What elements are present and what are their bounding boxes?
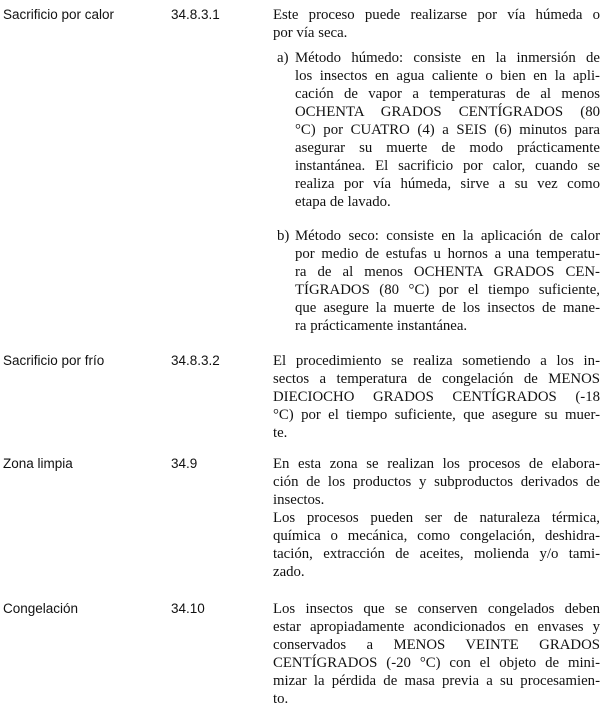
item-line: asegurar su muerte de modo prácticamente [295,140,600,156]
item-line: Método húmedo: consiste en la inmersión de [295,50,600,66]
entry-number: 34.8.3.2 [171,353,220,368]
item-line: realiza por vía húmeda, sirve a su vez como [295,176,600,192]
list-item-label: b) [277,228,290,244]
desc-line: mizar la pérdida de masa previa a su procesamien- [273,673,600,689]
desc-line: sectos a temperatura de congelación de MENOS [273,371,600,387]
desc-line: Este proceso puede realizarse por vía húmeda o [273,7,600,23]
desc-line: °C) por el tiempo suficiente, que asegure su muer- [273,407,600,423]
desc-line: to. [273,691,289,707]
entry-term: Sacrificio por frío [3,353,105,368]
entry-description [273,352,600,442]
entry-term: Congelación [3,601,79,616]
item-line: OCHENTA GRADOS CENTÍGRADOS (80 [295,104,600,120]
desc-line: insectos. [273,492,325,508]
desc-line: por vía seca. [273,25,348,41]
item-line: Método seco: consiste en la aplicación de calor [295,228,600,244]
entry-number: 34.9 [171,456,198,471]
desc-line: te. [273,425,288,441]
desc-line: tación, extracción de aceites, molienda y/o tami- [273,546,600,562]
desc-line: química o mecánica, como congelación, deshidra- [273,528,600,544]
desc-line: Los procesos pueden ser de naturaleza térmica, [273,510,600,526]
item-line: ra prácticamente instantánea. [295,318,468,334]
item-line: etapa de lavado. [295,194,391,210]
desc-line: ción de los productos y subproductos derivados de [273,474,600,490]
entry-description [273,6,600,42]
entry-description [273,455,600,581]
entry-term: Sacrificio por calor [3,7,115,22]
item-line: cación de vapor a temperaturas de al menos [295,86,600,102]
desc-line: DIECIOCHO GRADOS CENTÍGRADOS (-18 [273,389,600,405]
desc-line: El procedimiento se realiza sometiendo a los in- [273,353,600,369]
list-item-text [295,49,600,211]
item-line: que asegure la muerte de los insectos de mane- [295,300,600,316]
desc-line: zado. [273,564,305,580]
entry-term: Zona limpia [3,456,73,471]
item-line: por medio de estufas u hornos a una temperatu- [295,246,600,262]
desc-line: estar apropiadamente acondicionados en envases y [273,619,600,635]
desc-line: Los insectos que se conserven congelados deben [273,601,600,617]
desc-line: conservados a MENOS VEINTE GRADOS [273,637,600,653]
item-line: TÍGRADOS (80 °C) por el tiempo suficiente, [295,282,600,298]
entry-number: 34.10 [171,601,205,616]
desc-line: CENTÍGRADOS (-20 °C) con el objeto de mini- [273,655,600,671]
item-line: ra de al menos OCHENTA GRADOS CEN- [295,264,600,280]
list-item-text [295,227,600,335]
list-item-label: a) [277,50,289,66]
desc-line: En esta zona se realizan los procesos de elabora- [273,456,600,472]
item-line: °C) por CUATRO (4) a SEIS (6) minutos para [295,122,600,138]
item-line: instantánea. El sacrificio por calor, cuando se [295,158,600,174]
item-line: los insectos en agua caliente o bien en la apli- [295,68,600,84]
entry-description [273,600,600,708]
entry-number: 34.8.3.1 [171,7,220,22]
